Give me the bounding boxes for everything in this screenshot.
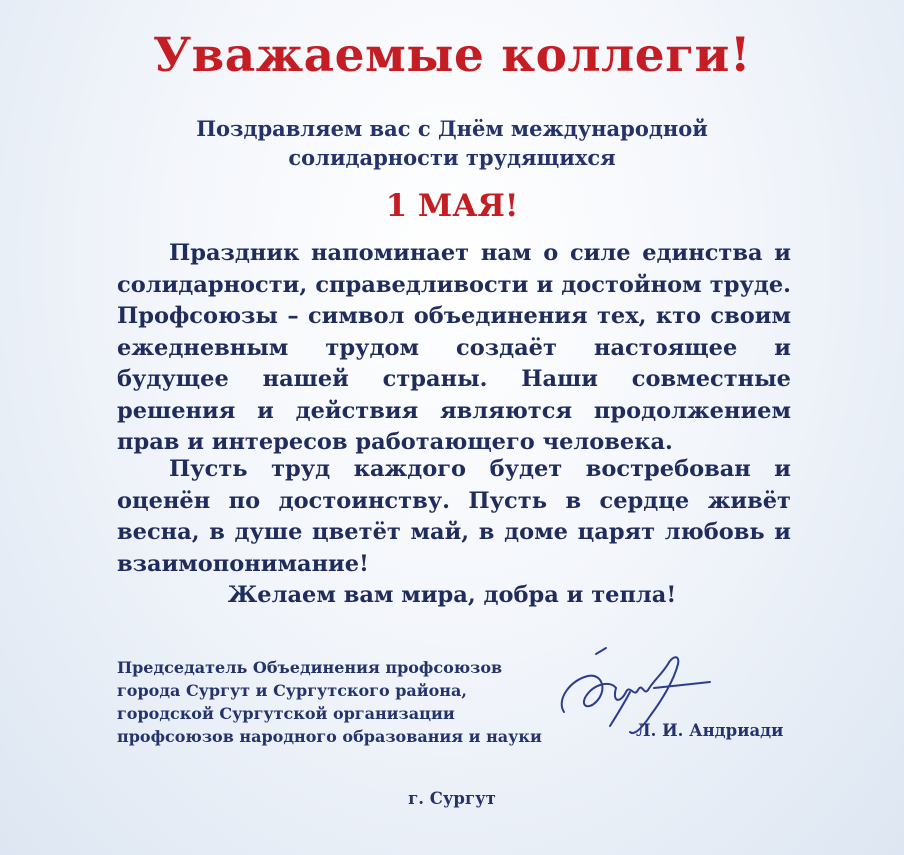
- signatory-name: Л. И. Андриади: [636, 721, 784, 740]
- closing-wish: Желаем вам мира, добра и тепла!: [227, 582, 677, 608]
- body-paragraph-2: Пусть труд каждого будет востребован и оценён по достоинству. Пусть в сердце живёт весна, в душе цветёт май, в доме царят любовь и взаимопонимание!: [117, 456, 791, 577]
- position-line: профсоюзов народного образования и науки: [117, 727, 542, 746]
- page-title: Уважаемые коллеги!: [152, 28, 752, 83]
- subtitle-line-2: солидарности трудящихся: [288, 145, 616, 170]
- subtitle-line-1: Поздравляем вас с Днём международной: [196, 116, 708, 141]
- holiday-date: 1 МАЯ!: [385, 188, 519, 224]
- subtitle: [120, 114, 784, 172]
- position-line: города Сургут и Сургутского района,: [117, 681, 467, 700]
- position-line: Председатель Объединения профсоюзов: [117, 658, 503, 677]
- signatory-position: [117, 656, 542, 748]
- body-paragraph-1: Праздник напоминает нам о силе единства и солидарности, справедливости и достойном труде. Профсоюзы – символ объединения тех, кто своим ежедневным трудом создаёт настоящее и будущее нашей страны. Наши совместные решения и действия являются продолжением прав и интересов работающего человека.: [117, 240, 791, 455]
- city-footer: г. Сургут: [408, 789, 496, 808]
- position-line: городской Сургутской организации: [117, 704, 455, 723]
